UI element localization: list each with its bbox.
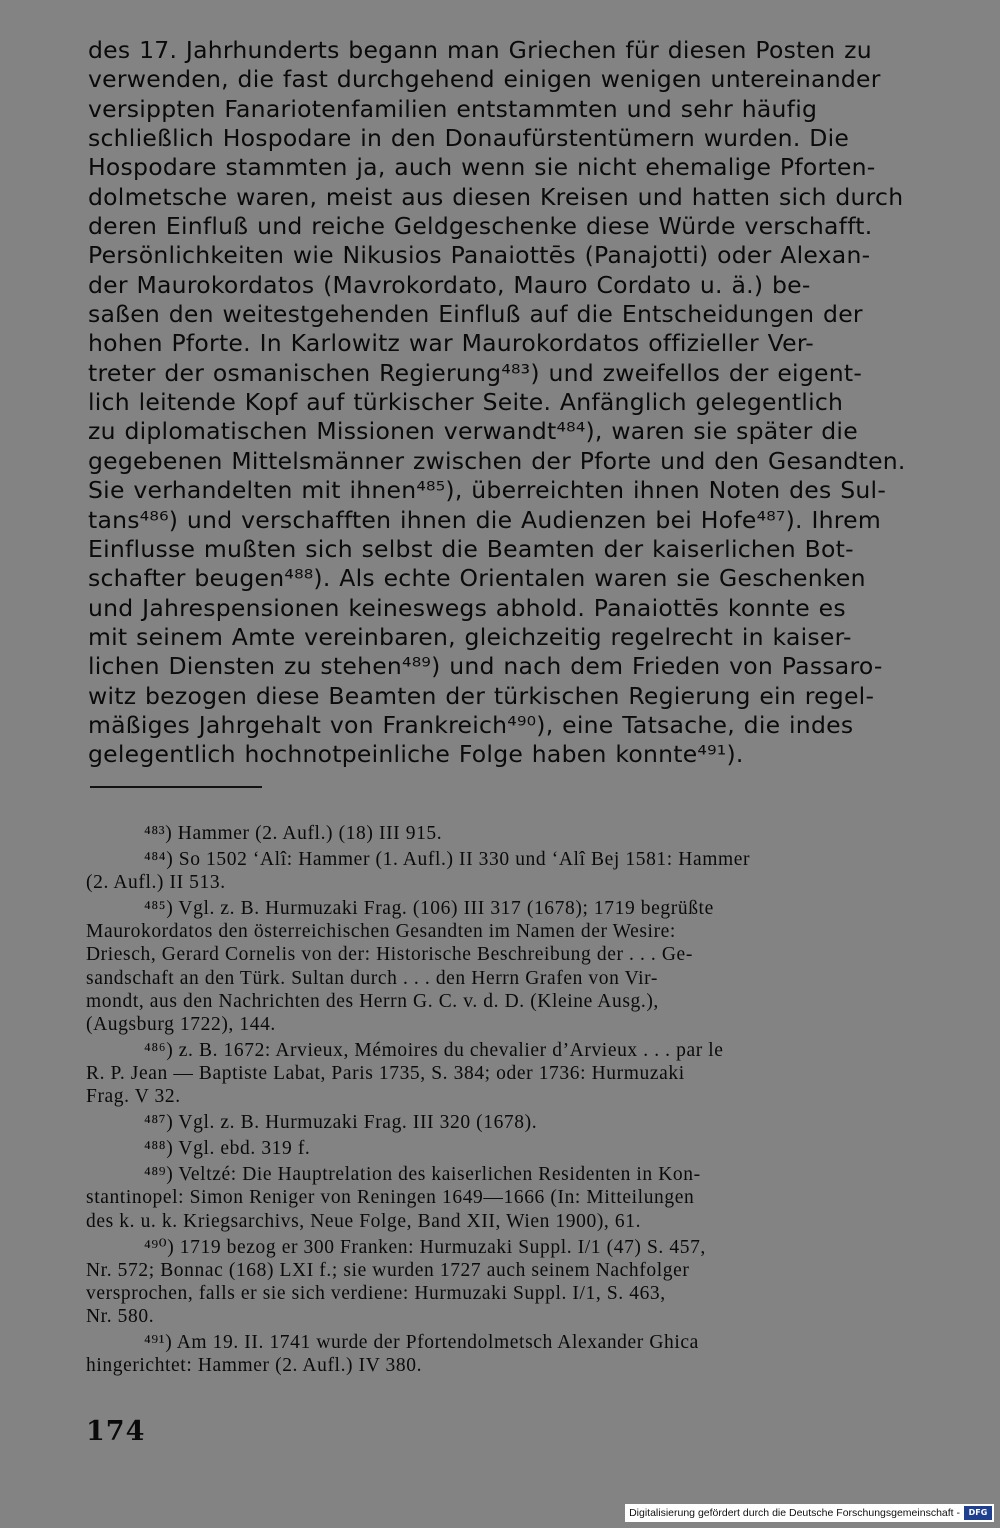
body-line: gelegentlich hochnotpeinliche Folge haben konnte⁴⁹¹). — [88, 740, 744, 769]
body-line: witz bezogen diese Beamten der türkischen Regierung ein regel- — [88, 681, 875, 710]
body-line: und Jahrespensionen keineswegs abhold. Panaiottēs konnte es — [88, 593, 846, 622]
footnote-line: stantinopel: Simon Reniger von Reningen 1649—1666 (In: Mitteilungen — [86, 1187, 695, 1209]
footnote-line: ⁴⁸⁸) Vgl. ebd. 319 f. — [144, 1138, 311, 1160]
body-line: lich leitende Kopf auf türkischer Seite. Anfänglich gelegentlich — [88, 388, 844, 417]
body-line: hohen Pforte. In Karlowitz war Maurokordatos offizieller Ver- — [88, 329, 814, 358]
footnote-line: ⁴⁹⁰) 1719 bezog er 300 Franken: Hurmuzaki Suppl. I/1 (47) S. 457, — [144, 1236, 706, 1258]
footnote-489 — [86, 1163, 944, 1232]
footnote-line: ⁴⁹¹) Am 19. II. 1741 wurde der Pfortendolmetsch Alexander Ghica — [144, 1331, 699, 1353]
body-line: Hospodare stammten ja, auch wenn sie nicht ehemalige Pforten- — [88, 153, 876, 182]
footnote-line: ⁴⁸⁶) z. B. 1672: Arvieux, Mémoires du chevalier d’Arvieux . . . par le — [144, 1039, 724, 1061]
body-line: deren Einfluß und reiche Geldgeschenke diese Würde verschafft. — [88, 212, 873, 241]
footnote-line: Nr. 580. — [86, 1305, 155, 1327]
digitization-credit-text: Digitalisierung gefördert durch die Deutsche Forschungsgemeinschaft - — [629, 1507, 960, 1519]
footnote-line: sandschaft an den Türk. Sultan durch . . . den Herrn Grafen von Vir- — [86, 967, 658, 989]
body-line: lichen Diensten zu stehen⁴⁸⁹) und nach dem Frieden von Passaro- — [88, 652, 883, 681]
footnote-line: (2. Aufl.) II 513. — [86, 872, 226, 894]
footnote-line: ⁴⁸⁹) Veltzé: Die Hauptrelation des kaiserlichen Residenten in Kon- — [144, 1164, 701, 1186]
body-line: schafter beugen⁴⁸⁸). Als echte Orientalen waren sie Geschenken — [88, 564, 866, 593]
footnote-483 — [86, 822, 944, 845]
body-line: saßen den weitestgehenden Einfluß auf die Entscheidungen der — [88, 300, 863, 329]
footnote-line: des k. u. k. Kriegsarchivs, Neue Folge, Band XII, Wien 1900), 61. — [86, 1210, 642, 1232]
footnote-487 — [86, 1111, 944, 1134]
footnote-line: Driesch, Gerard Cornelis von der: Historische Beschreibung der . . . Ge- — [86, 944, 693, 966]
footnote-484 — [86, 848, 944, 894]
footnote-line: Nr. 572; Bonnac (168) LXI f.; sie wurden 1727 auch seinem Nachfolger — [86, 1259, 690, 1281]
footnote-line: Frag. V 32. — [86, 1086, 181, 1108]
body-line: tans⁴⁸⁶) und verschafften ihnen die Audienzen bei Hofe⁴⁸⁷). Ihrem — [88, 505, 882, 534]
body-line: mit seinem Amte vereinbaren, gleichzeitig regelrecht in kaiser- — [88, 622, 852, 651]
footnote-line: mondt, aus den Nachrichten des Herrn G. C. v. d. D. (Kleine Ausg.), — [86, 990, 659, 1012]
footnote-485 — [86, 897, 944, 1036]
footnote-line: ⁴⁸³) Hammer (2. Aufl.) (18) III 915. — [144, 823, 443, 844]
body-line: versippten Fanariotenfamilien entstammten und sehr häufig — [88, 94, 818, 123]
body-line: mäßiges Jahrgehalt von Frankreich⁴⁹⁰), eine Tatsache, die indes — [88, 710, 854, 739]
footnote-line: R. P. Jean — Baptiste Labat, Paris 1735, S. 384; oder 1736: Hurmuzaki — [86, 1062, 685, 1084]
footnote-line: (Augsburg 1722), 144. — [86, 1013, 276, 1035]
body-line: treter der osmanischen Regierung⁴⁸³) und zweifellos der eigent- — [88, 358, 863, 387]
body-line: der Maurokordatos (Mavrokordato, Mauro Cordato u. ä.) be- — [88, 270, 811, 299]
dfg-logo-icon: DFG — [964, 1506, 992, 1520]
footnote-line: ⁴⁸⁴) So 1502 ‘Alî: Hammer (1. Aufl.) II 330 und ‘Alî Bej 1581: Hammer — [144, 849, 751, 871]
body-line: verwenden, die fast durchgehend einigen wenigen untereinander — [88, 65, 881, 94]
footnote-line: ⁴⁸⁷) Vgl. z. B. Hurmuzaki Frag. III 320 (1678). — [144, 1112, 538, 1134]
page-number: 174 — [86, 1416, 146, 1447]
footnote-491 — [86, 1331, 944, 1377]
footnote-line: hingerichtet: Hammer (2. Aufl.) IV 380. — [86, 1355, 423, 1377]
footnote-line: Maurokordatos den österreichischen Gesandten im Namen der Wesire: — [86, 921, 676, 943]
body-line: Persönlichkeiten wie Nikusios Panaiottēs (Panajotti) oder Alexan- — [88, 241, 871, 270]
main-body-text — [88, 36, 944, 770]
footnote-line: ⁴⁸⁵) Vgl. z. B. Hurmuzaki Frag. (106) III 317 (1678); 1719 begrüßte — [144, 898, 714, 920]
digitization-credit — [625, 1504, 994, 1522]
body-line: gegebenen Mittelsmänner zwischen der Pforte und den Gesandten. — [88, 446, 906, 475]
body-line: Einflusse mußten sich selbst die Beamten der kaiserlichen Bot- — [88, 534, 854, 563]
body-line: zu diplomatischen Missionen verwandt⁴⁸⁴), waren sie später die — [88, 417, 858, 446]
body-line: Sie verhandelten mit ihnen⁴⁸⁵), überreichten ihnen Noten des Sul- — [88, 476, 887, 505]
body-line: schließlich Hospodare in den Donaufürstentümern wurden. Die — [88, 124, 850, 153]
body-line: des 17. Jahrhunderts begann man Griechen für diesen Posten zu — [88, 36, 872, 64]
footnote-486 — [86, 1039, 944, 1108]
body-line: dolmetsche waren, meist aus diesen Kreisen und hatten sich durch — [88, 182, 904, 211]
footnote-488 — [86, 1137, 944, 1160]
footnote-separator — [90, 786, 262, 788]
footnote-490 — [86, 1236, 944, 1328]
footnotes-section — [86, 822, 944, 1380]
footnote-line: versprochen, falls er sie sich verdiene: Hurmuzaki Suppl. I/1, S. 463, — [86, 1282, 666, 1304]
